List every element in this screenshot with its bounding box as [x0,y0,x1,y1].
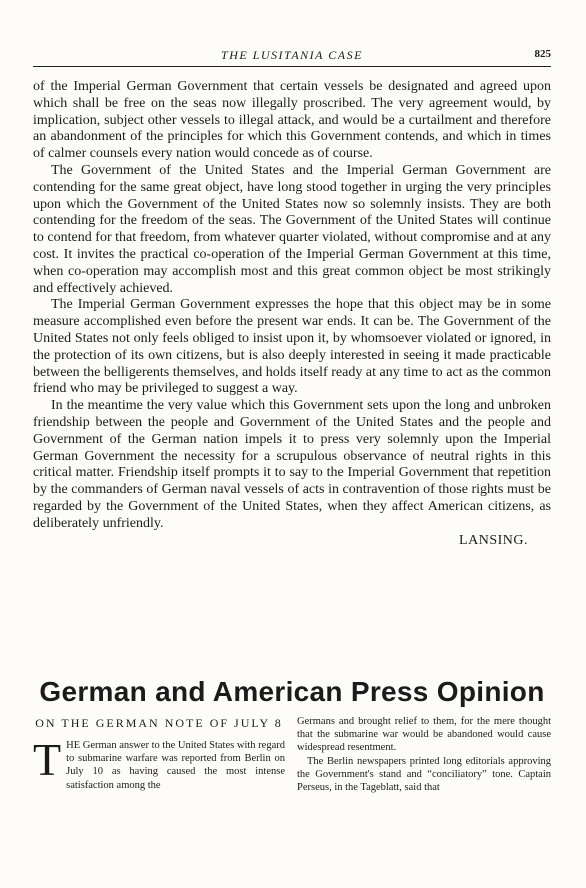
lead-text: HE German answer to the United States with regard to submarine warfare was reported from Berlin on July 10 as having caused the most intense satisfaction among the [66,740,285,791]
paragraph: of the Imperial German Government that certain vessels be designated and agreed upon which shall be free on the seas now illegally proscribed. The very agreement would, by implication, subject other vessels to illegal attack, and would be a curtailment and therefore an abandonment of the principles for which this Government contends, and which in times of calmer counsels every nation would concede as of course. [33,79,551,162]
right-column [297,715,551,794]
paragraph: The Berlin newspapers printed long editorials approving the Government's stand and “conciliatory” tone. Captain Perseus, in the Tageblatt, said that [297,755,551,794]
page-number: 825 [534,48,551,60]
section-subhead: ON THE GERMAN NOTE OF JULY 8 [35,716,283,730]
running-header [33,48,551,67]
paragraph: The Imperial German Government expresses the hope that this object may be in some measure accomplished even before the present war ends. It can be. The Government of the United States not only feels obliged to insist upon it, by whomsoever violated or ignored, in the protection of its own citizens, but is also deeply interested in seeing it made practicable between the belligerents themselves, and holds itself ready at any time to act as the common friend who may be privileged to suggest a way. [33,297,551,397]
lead-paragraph [33,734,285,792]
signature: LANSING. [459,532,528,548]
drop-cap: T [33,734,62,785]
paragraph: In the meantime the very value which this Government sets upon the long and unbroken friendship between the people and Government of the United States and the people and Government of the German nation impels it to press very solemnly upon the Imperial German Government the necessity for a scrupulous observance of neutral rights in this critical matter. Friendship itself prompts it to say to the Imperial Government that repetition by the commanders of German naval vessels of acts in contravention of those rights must be regarded by the Government of the United States, when they affect American citizens, as deliberately unfriendly. [33,398,551,531]
running-title: THE LUSITANIA CASE [221,48,363,62]
article-body [33,79,551,549]
left-column [33,715,285,792]
section-title: German and American Press Opinion [39,676,545,707]
paragraph: The Government of the United States and the Imperial German Government are contending for the same great object, have long stood together in urging the very principles upon which the Government of the United States now so solemnly insists. They are both contending for the freedom of the seas. The Government of the United States will continue to contend for that freedom, from whatever quarter violated, without compromise and at any cost. It invites the practical co-operation of the Imperial German Government at this time, when co-operation may accomplish most and this great common object be most strikingly and effectively achieved. [33,162,551,296]
paragraph: Germans and brought relief to them, for the mere thought that the submarine war would be abandoned would cause widespread resentment. [297,716,551,754]
